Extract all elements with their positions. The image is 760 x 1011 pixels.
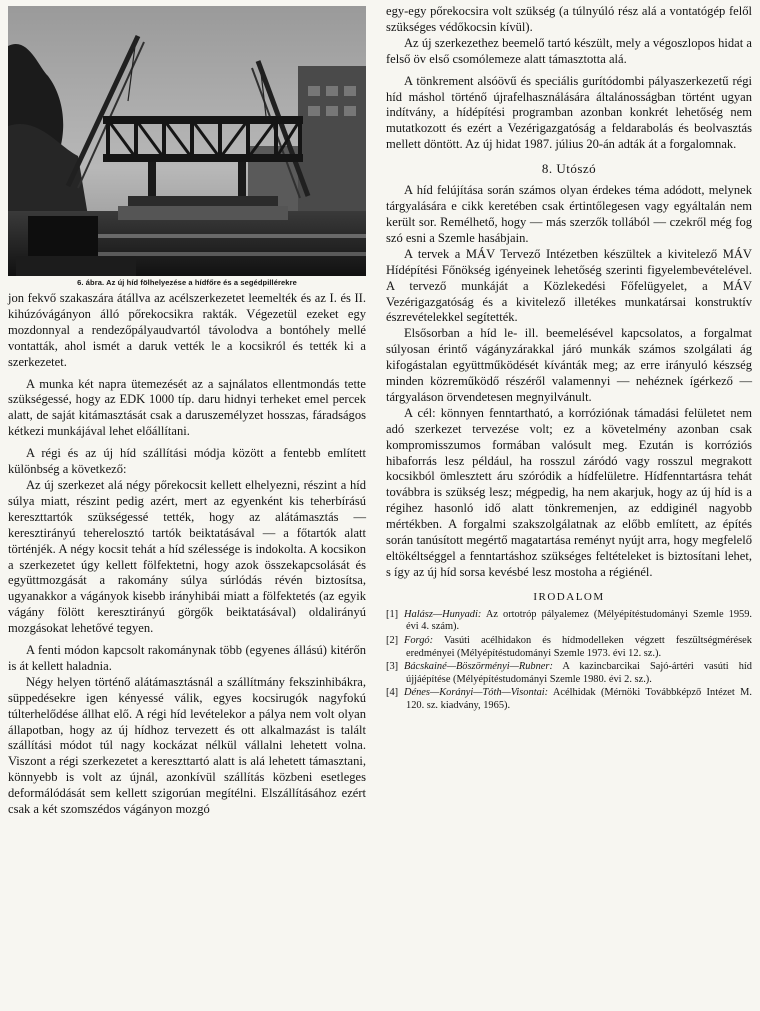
body-paragraph: jon fekvő szakaszára átállva az acélszerkezetet leemelték és az I. és II. kihúzóvágányon álló pőrekocsikra rakták. Végezetül ezeket egy mozdonnyal a rendezőpályaudvartól távolodva a bontóhely mellé vontatták, ahol ismét a daruk vették le a kocsikról és tették ki a szerkezetet. [8, 291, 366, 369]
bridge-photo [8, 6, 366, 276]
body-paragraph: A cél: könnyen fenntartható, a korróziónak támadási felületet nem adó szerkezet tervezése volt; ez a követelmény azonban csak kompromisszumos formában valósult meg. Ezután is korróziós hibaforrás lesz például, ha rosszul záródó vagy rosszul megrakott kocsikból ömlesztett áru szóródik a hídfelületre. Hídfenntartásra tehát továbbra is szükség lesz; mégpedig, ha nem akarjuk, hogy az új híd is a régihez hasonló idő alatt tönkremenjen, az eddiginél nagyobb mértékben. A forgalmi szakszolgálatnak az előbb említett, az építés során tanúsított megértő magatartása reményt nyújt arra, hogy megfelelő eltökéltséggel a fenntartáshoz szükséges feltételeket is biztosítani lehet, s így az új híd sorsa kevésbé lesz mostoha a régiénél. [386, 405, 752, 579]
reference-authors: Dénes—Korányi—Tóth—Visontai: [404, 687, 549, 699]
reference-item [386, 661, 752, 686]
reference-item [386, 635, 752, 660]
reference-number: [4] [386, 687, 399, 699]
reference-number: [3] [386, 661, 399, 673]
figure-caption: 6. ábra. Az új híd fölhelyezése a hídfőre és a segédpillérekre [77, 278, 297, 287]
reference-authors: Bácskainé—Böszörményi—Rubner: [404, 661, 553, 673]
body-paragraph: Az új szerkezet alá négy pőrekocsit kellett elhelyezni, részint a híd súlya miatt, részint pedig azért, mert az egyenként kis teherbírású kereszttartók szükségessé tették, hogy az alátámasztás — keresztirányú teherelosztó tartók beiktatásával — a főtartók alatt történjék. A négy kocsit tehát a híd szélessége is indokolta. A kocsikon a szerkezetet úgy kellett fölfektetni, hogy azok összekapcsolását és együttmozgását a rakomány súlya súrlódás révén biztosítsa, ugyanakkor a vágányok kisebb irányhibái miatt a fölfektetés (az egyik vágány fölött keresztirányú görgők beiktatásával) oldalirányú mozgásokat lehetővé tegyen. [8, 477, 366, 636]
body-paragraph: A fenti módon kapcsolt rakománynak több (egyenes állású) kitérőn is át kellett haladnia. [8, 643, 366, 673]
body-paragraph: egy-egy pőrekocsira volt szükség (a túlnyúló rész alá a vontatógép felől szükséges védőkocsin kívül). [386, 4, 752, 34]
reference-number: [1] [386, 608, 399, 620]
reference-text: Acélhidak (Mérnöki Továbbképző Intézet M. 120. sz. kiadvány, 1965). [406, 687, 752, 711]
reference-number: [2] [386, 635, 399, 646]
body-paragraph: A tervek a MÁV Tervező Intézetben készültek a kivitelező MÁV Hídépítési Főnökség igényeinek lehetőség szerinti figyelembevételével. A tervező munkáját a Közlekedési Főfelügyelet, a MÁV Vezérigazgatóság és a kivitelező illetékes munkatársai konstruktív észrevételekkel segítették. [386, 246, 752, 325]
reference-text: Az ortotróp pályalemez (Mélyépítéstudományi Szemle 1959. évi 4. szám). [406, 608, 753, 633]
reference-authors: Halász—Hunyadi: [404, 608, 482, 620]
reference-text: A kazincbarcikai Sajó-ártéri vasúti híd újjáépítése (Mélyépítéstudományi Szemle 1980. évi 2. sz.). [406, 661, 752, 685]
body-paragraph: A munka két napra ütemezését az a sajnálatos ellentmondás tette szükségessé, hogy az EDK 1000 típ. daru hidnyi terheket emel percek alatt, de saját kitámasztását csak a daruszemélyzet hosszas, fáradságos kétkezi munkájával lehet előállítani. [8, 376, 366, 439]
body-paragraph: Négy helyen történő alátámasztásnál a szállítmány fekszinhibákra, süppedésekre igen kényessé válik, egyes kocsirugók nagyfokú túlterhelődése állhat elő. A régi híd levételekor a pálya nem volt olyan állapotban, hogy az új hídhoz tervezett és ott alkalmazást is talált szállítási módot túl nagy kockázat nélkül vállalni lehetett volna. Viszont a régi szerkezetet a kereszttartó alatt is alá lehetett támasztani, könnyebb is volt az újnál, azonkívül szállítás közbeni esetleges deformálódását sem kellett szigorúan megítélni. Elszállításához ezért csak a két szomszédos vágányon mozgó [8, 674, 366, 817]
reference-item [386, 609, 752, 634]
right-column [386, 4, 752, 714]
section-heading: 8. Utószó [541, 161, 597, 177]
reference-authors: Forgó: [404, 635, 434, 646]
body-paragraph: A tönkrement alsóövű és speciális gurítódombi pályaszerkezetű régi híd máshol történő újrafelhasználására általánosságban történt ugyan indítvány, a hídépítési programban azonban konkrét lehetőség nem mutatkozott és ezért a Vezérigazgatóság a feldarabolás és beolvasztás mellett döntött. Az új hidat 1987. július 20-án adták át a forgalomnak. [386, 73, 752, 152]
references-heading: IRODALOM [533, 590, 605, 603]
left-column [8, 0, 366, 818]
reference-text: Vasúti acélhidakon és hídmodelleken végzett feszültségmérések eredményei (Mélyépítéstudományi Szemle 1973. évi 12. sz.). [406, 635, 752, 659]
reference-item [386, 687, 752, 712]
references-list [386, 609, 752, 713]
body-paragraph: A régi és az új híd szállítási módja között a fentebb említett különbség a következő: [8, 446, 366, 477]
body-paragraph: Az új szerkezethez beemelő tartó készült, mely a végoszlopos hidat a felső öv első csomólemeze alatt támasztotta alá. [386, 35, 752, 66]
body-paragraph: Elsősorban a híd le- ill. beemelésével kapcsolatos, a forgalmat súlyosan érintő vágányzárakkal járó munkák számos szolgálati ág kifogástalan együttműködését kívánták meg; az erre irányuló készség minden közreműködő részéről valamennyi — nehéznek ígérkező — tárgyaláson örvendetesen megnyilvánult. [386, 326, 752, 404]
body-paragraph: A híd felújítása során számos olyan érdekes téma adódott, melynek tárgyalására e cikk keretében csak értintőlegesen vagy egyáltalán nem került sor. Remélhető, hogy — más szerzők tollából — czekről még fog szó esni a Szemle hasábjain. [386, 183, 752, 245]
